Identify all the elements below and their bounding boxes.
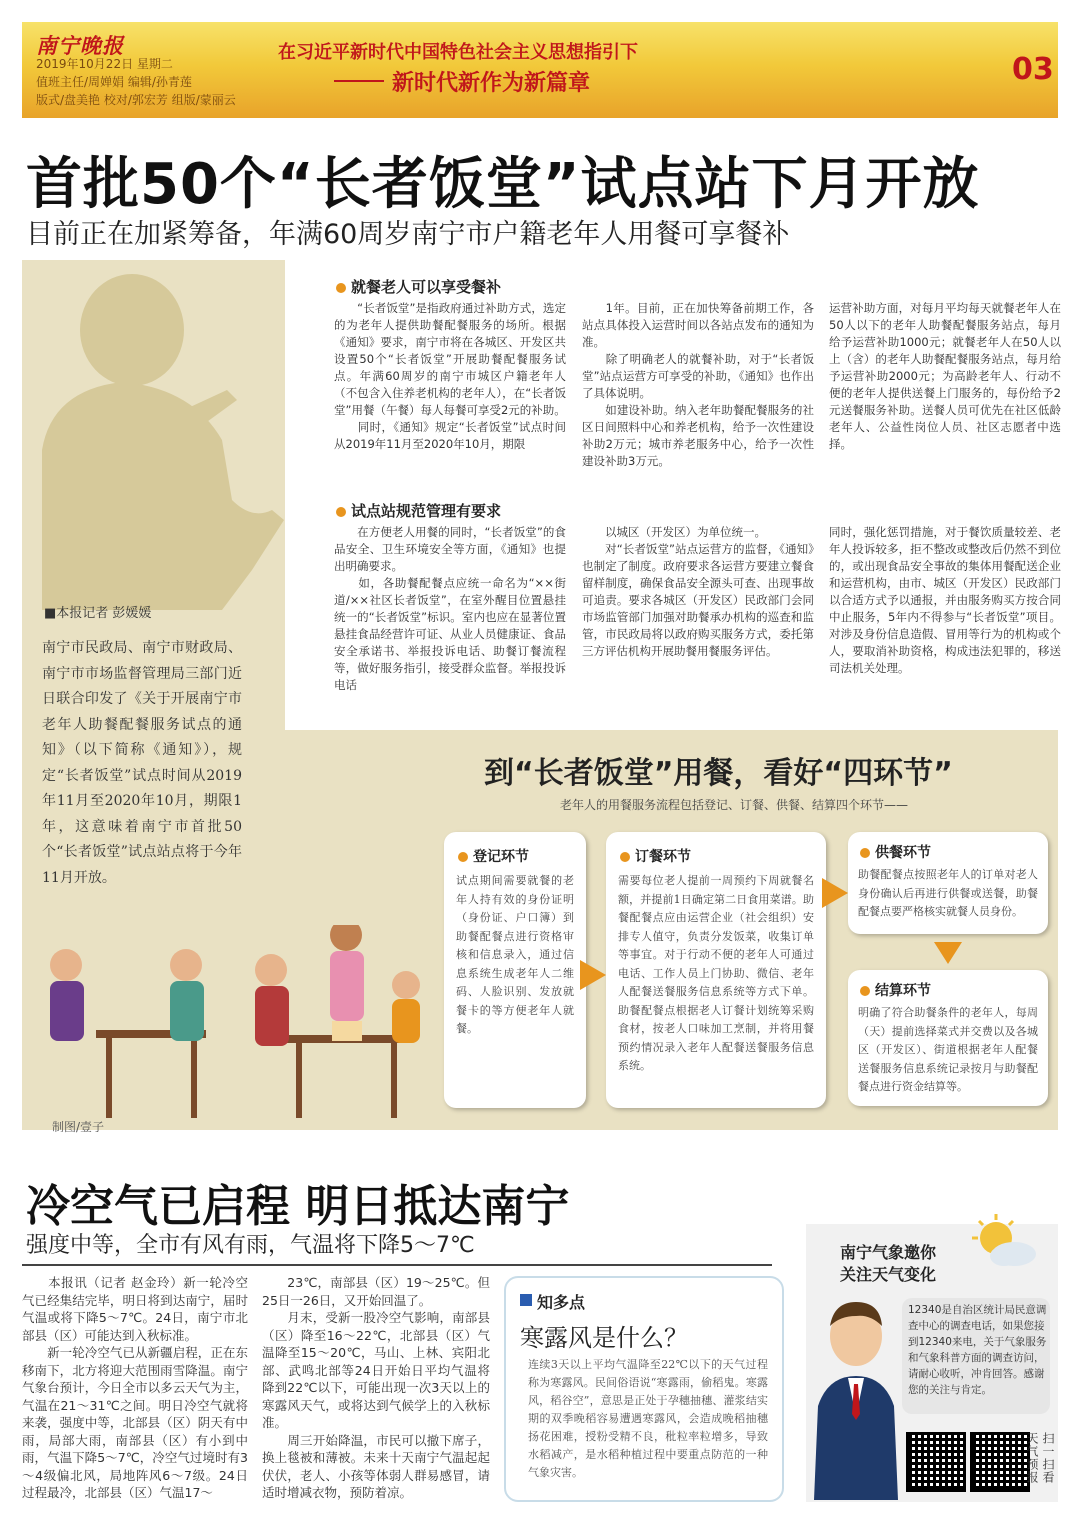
weather-bubble-text: 12340是自治区统计局民意调查中心的调查电话，如果您接到12340来电，关于气象服务和气象科普方面的调查访问，请耐心收听，冲肯回答。感谢您的关注与肯定。 <box>908 1304 1047 1396</box>
bullet-dot-icon <box>860 848 870 858</box>
subheadline-weather: 强度中等，全市有风有雨，气温将下降5～7℃ <box>26 1233 475 1258</box>
step-title: 登记环节 <box>473 849 529 865</box>
bullet-dot-icon <box>620 852 630 862</box>
arrow-right-icon <box>580 960 606 990</box>
qr-label-scan: 扫一扫看 <box>1041 1432 1055 1484</box>
step-card-serve <box>848 832 1048 934</box>
section-heading-subsidy: 就餐老人可以享受餐补 <box>336 276 501 297</box>
label-square-icon <box>520 1294 532 1306</box>
dining-illustration <box>36 925 436 1120</box>
arrow-down-icon <box>934 942 962 964</box>
bullet-dot-icon <box>860 986 870 996</box>
issue-date: 2019年10月22日 星期二 <box>36 57 173 71</box>
qr-label-weather: 天气预报 <box>1025 1432 1039 1484</box>
staff-credits-1: 值班主任/周婵娟 编辑/孙青莲 <box>36 75 192 89</box>
knowledge-text: 连续3天以上平均气温降至22℃以下的天气过程称为寒露风。民间俗语说“寒露雨，偷稻鬼。寒露风，稻谷空”，意思是正处于孕穗抽穗、灌浆结实期的双季晚稻容易遭遇寒露风，会造成晚稻抽穗扬花困难，授粉受精不良，秕粒率粒增多，导致水稻减产，是水稻种植过程中要重点防范的一种气象灾害。 <box>528 1358 768 1479</box>
step-text: 需要每位老人提前一周预约下周就餐名额，并提前1日确定第二日食用菜谱。助餐配餐点应由运营企业（社会组织）安排专人值守，负责分发饭菜，收集订单等事宜。对于行动不便的老年人可通过电话、工作人员上门协助、微信、老年人配餐送餐服务信息系统等方式下单。助餐配餐点根据老人订餐计划统筹采购食材，按老人口味加工烹制，并将用餐预约情况录入老年人配餐送餐服务信息系统。 <box>618 874 814 1072</box>
arrow-right-icon <box>822 878 848 908</box>
qr-code-weather[interactable] <box>906 1432 966 1492</box>
step-text: 助餐配餐点按照老年人的订单对老人身份确认后再进行供餐或送餐，助餐配餐点要严格核实就餐人员身份。 <box>858 868 1038 918</box>
article-column: 以城区（开发区）为单位统一。 对“长者饭堂”站点运营方的监督，《通知》也制定了制度。政府要求各运营方要建立餐食留样制度，确保食品安全源头可查、出现事故可追责。要求各城区（开发区）民政部门会同市场监管部门加强对助餐承办机构的巡查和监管，市民政局将以政府购买服务方式，委托第三方评估机构开展助餐用餐服务评估。 <box>582 525 814 658</box>
section-heading-management: 试点站规范管理有要求 <box>336 500 501 521</box>
step-card-settle <box>848 970 1048 1106</box>
knowledge-question: 寒露风是什么？ <box>520 1324 688 1352</box>
sun-cloud-icon <box>966 1212 1042 1272</box>
divider <box>22 1264 772 1266</box>
masthead-motto-line2: 新时代新作为新篇章 <box>392 70 591 96</box>
weather-article-column: 23℃，南部县（区）19～25℃。但25日一26日，又开始回温了。 月末，受新一股冷空气影响，南部县（区）降至16～22℃，北部县（区）气温降至15～20℃，马山、上林、宾阳北部、武鸣北部等24日开始日平均气温将降到22℃以下，可能出现一次3天以上的寒露风天气，或将达到气候学上的入秋标准。 周三开始降温，市民可以撤下席子，换上毯被和薄被。未来十天南宁气温起起伏伏，老人、小孩等体弱人群易感冒，请适时增减衣物，预防着凉。 <box>262 1275 490 1500</box>
article-column: 同时，强化惩罚措施，对于餐饮质量较差、老年人投诉较多，拒不整改或整改后仍然不到位的，或出现食品安全事故的集体用餐配送企业和运营机构，由市、城区（开发区）民政部门以合适方式予以通报，并由服务购买方按合同中止服务，5年内不得参与“长者饭堂”项目。对涉及身份信息造假、冒用等行为的机构或个人，要取消补助资格，构成违法犯罪的，移送司法机关处理。 <box>829 525 1061 675</box>
steps-subtitle: 老年人的用餐服务流程包括登记、订餐、供餐、结算四个环节—— <box>560 798 909 812</box>
step-title: 订餐环节 <box>635 849 691 865</box>
weather-promo-title: 南宁气象邀你 关注天气变化 <box>840 1243 937 1284</box>
step-text: 明确了符合助餐条件的老年人，每周（天）提前选择菜式并交费以及各城区（开发区）、街道根据老年人配餐送餐服务信息系统记录按月与助餐配餐点进行资金结算等。 <box>858 1006 1038 1093</box>
article-column: 在方便老人用餐的同时，“长者饭堂”的食品安全、卫生环境安全等方面，《通知》也提出明确要求。 如，各助餐配餐点应统一命名为“××街道/××社区长者饭堂”，在室外醒目位置悬挂统一的“长者饭堂”标识。室内也应在显著位置悬挂食品经营许可证、从业人员健康证、食品安全承诺书、举报投诉电话、助餐订餐流程等，做好服务指引，接受群众监督。举报投诉电话 <box>334 525 566 692</box>
knowledge-label: 知多点 <box>537 1293 586 1312</box>
step-card-order <box>606 832 826 1108</box>
headline-weather: 冷空气已启程 明日抵达南宁 <box>26 1181 570 1232</box>
step-title: 结算环节 <box>875 983 931 999</box>
headline-main: 首批50个“长者饭堂”试点站下月开放 <box>26 152 980 217</box>
article-column: 运营补助方面，对每月平均每天就餐老年人在50人以下的老年人助餐配餐服务站点，每月给予运营补助1000元；就餐老年人在50人以上（含）的老年人助餐配餐服务站点，每月给予运营补助2000元；为高龄老年人、行动不便的老年人提供送餐上门服务的，每份给予2元送餐服务补助。送餐人员可优先在社区低龄老年人、公益性岗位人员、社区志愿者中选择。 <box>829 301 1061 451</box>
elderly-diner-silhouette <box>22 270 292 610</box>
illustration-credit: 制图/壹子 <box>52 1120 105 1134</box>
masthead-motto-line1: 在习近平新时代中国特色社会主义思想指引下 <box>278 42 638 63</box>
qr-code-scan[interactable] <box>970 1432 1030 1492</box>
byline: ■本报记者 彭媛媛 <box>44 606 152 621</box>
step-card-register <box>444 832 586 1108</box>
step-title: 供餐环节 <box>875 845 931 861</box>
weatherman-figure <box>808 1296 904 1500</box>
article-column: 1年。目前，正在加快筹备前期工作，各站点具体投入运营时间以各站点发布的通知为准。 除了明确老人的就餐补助，对于“长者饭堂”站点运营方可享受的补助，《通知》也作出了具体说明。 如建设补助。纳入老年助餐配餐服务的社区日间照料中心和养老机构，给予一次性建设补助2万元；城市养老服务中心，给予一次性建设补助3万元。 <box>582 301 814 468</box>
subheadline-main: 目前正在加紧筹备，年满60周岁南宁市户籍老年人用餐可享餐补 <box>26 219 790 250</box>
staff-credits-2: 版式/盘美艳 校对/郭宏芳 组版/蒙丽云 <box>36 93 236 107</box>
bullet-dot-icon <box>336 283 346 293</box>
weather-article-column: 本报讯（记者 赵金玲）新一轮冷空气已经集结完毕，明日将到达南宁，届时气温或将下降5～7℃。24日，南宁市北部县（区）可能达到入秋标准。 新一轮冷空气已从新疆启程，正在东移南下，北方将迎大范围雨雪降温。南宁气象台预计，今日全市以多云天气为主，气温在21～31℃之间。明日冷空气就将来袭，强度中等，北部县（区）阴天有中雨，局部大雨，南部县（区）有小到中雨，气温下降5～7℃，冷空气过境时有3～4级偏北风，局地阵风6～7级。24日过程最冷，北部县（区）气温17～ <box>22 1275 248 1500</box>
motto-dash <box>334 80 384 82</box>
newspaper-logo: 南宁晚报 <box>36 33 124 58</box>
page-number: 03 <box>1012 52 1054 87</box>
article-column: “长者饭堂”是指政府通过补助方式，选定的为老年人提供助餐配餐服务的场所。根据《通知》要求，南宁市将在各城区、开发区共设置50个“长者饭堂”开展助餐配餐服务试点。年满60周岁的南宁市城区户籍老年人（不包含入住养老机构的老年人），在“长者饭堂”用餐（午餐）每人每餐可享受2元的补助。 同时，《通知》规定“长者饭堂”试点时间从2019年11月至2020年10月，期限 <box>334 301 566 451</box>
lead-paragraph: 南宁市民政局、南宁市财政局、南宁市市场监督管理局三部门近日联合印发了《关于开展南宁市老年人助餐配餐服务试点的通知》（以下简称《通知》），规定“长者饭堂”试点时间从2019年11月至2020年10月，期限1年，这意味着南宁市首批50个“长者饭堂”试点站点将于今年11月开放。 <box>42 640 242 886</box>
bullet-dot-icon <box>336 507 346 517</box>
bullet-dot-icon <box>458 852 468 862</box>
steps-title: 到“长者饭堂”用餐，看好“四环节” <box>484 756 953 791</box>
step-text: 试点期间需要就餐的老年人持有效的身份证明（身份证、户口簿）到助餐配餐点进行资格审核和信息录入，通过信息系统生成老年人二维码、人脸识别、发放就餐卡的等方便老年人就餐。 <box>456 874 574 1035</box>
